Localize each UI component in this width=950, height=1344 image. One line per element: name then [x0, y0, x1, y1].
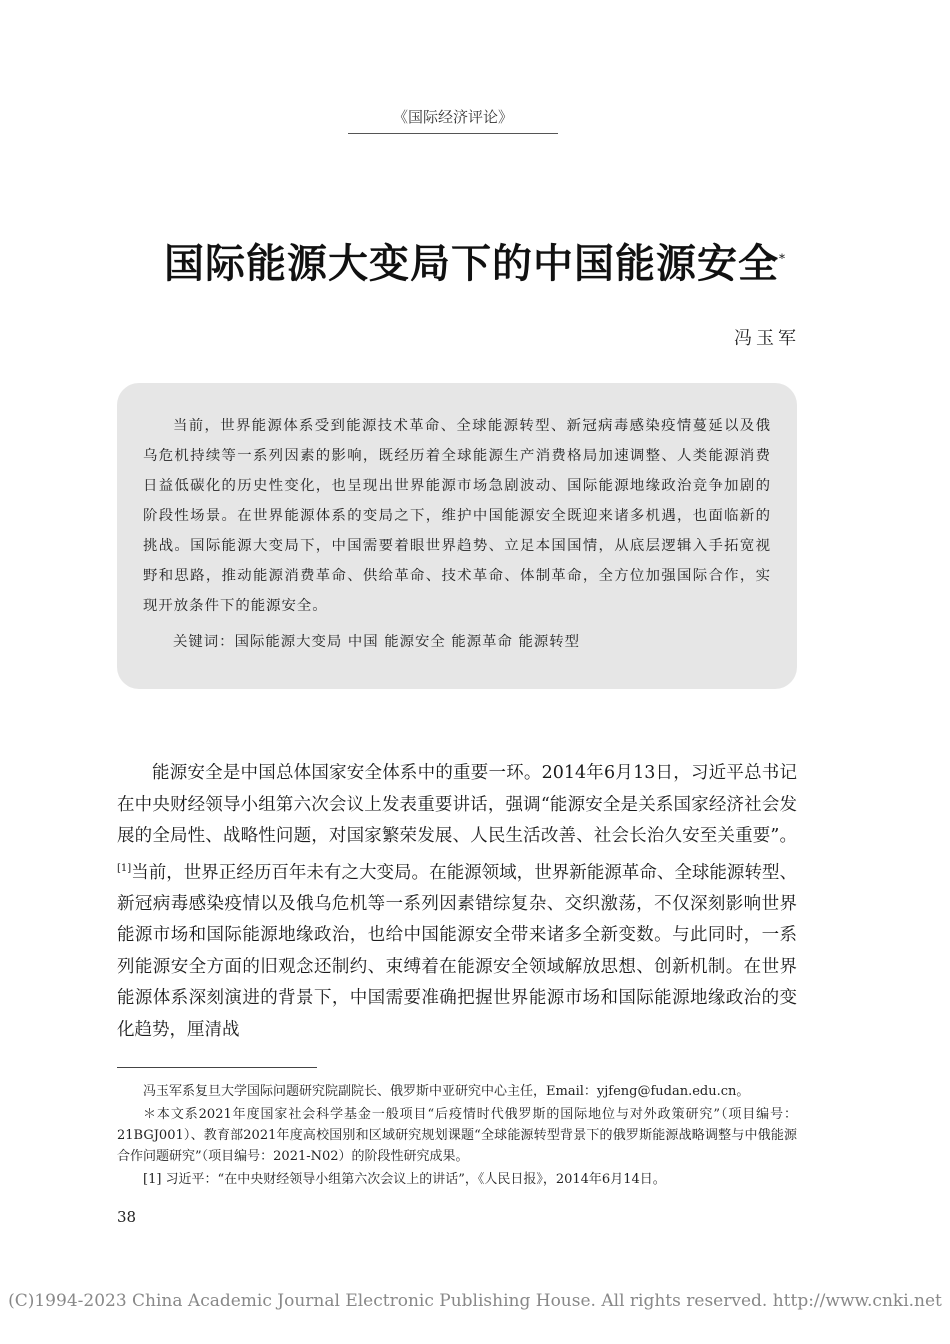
article-title-text: 国际能源大变局下的中国能源安全 — [164, 240, 779, 287]
page-number: 38 — [117, 1208, 137, 1226]
abstract-box — [117, 383, 797, 689]
keywords: 关键词：国际能源大变局 中国 能源安全 能源革命 能源转型 — [173, 634, 581, 650]
body-paragraph — [117, 758, 797, 1046]
body-text-part2: 当前，世界正经历百年未有之大变局。在能源领域，世界新能源革命、全球能源转型、新冠病毒感染疫情以及俄乌危机等一系列因素错综复杂、交织激荡，不仅深刻影响世界能源市场和国际能源地缘政治，也给中国能源安全带来诸多全新变数。与此同时，一系列能源安全方面的旧观念还制约、束缚着在能源安全领域解放思想、创新机制。在世界能源体系深刻演进的背景下，中国需要准确把握世界能源市场和国际能源地缘政治的变化趋势，厘清战 — [117, 862, 797, 1040]
copyright-line: (C)1994-2023 China Academic Journal Electronic Publishing House. All rights reserved. http://www.cnki.net — [8, 1291, 942, 1311]
body-text-part1: 能源安全是中国总体国家安全体系中的重要一环。2014年6月13日，习近平总书记在中央财经领导小组第六次会议上发表重要讲话，强调“能源安全是关系国家经济社会发展的全局性、战略性问题，对国家繁荣发展、人民生活改善、社会长治久安至关重要”。 — [117, 763, 797, 846]
footnotes — [117, 1081, 797, 1192]
footnote-divider — [117, 1067, 317, 1068]
footnote-ref-1: [1] 习近平：“在中央财经领导小组第六次会议上的讲话”，《人民日报》，2014年6月14日。 — [143, 1172, 666, 1187]
footnote-funding: ＊本文系2021年度国家社会科学基金一般项目“后疫情时代俄罗斯的国际地位与对外政策研究”（项目编号：21BGJ001）、教育部2021年度高校国别和区域研究规划课题“全球能源转型背景下的俄罗斯能源战略调整与中俄能源合作问题研究”（项目编号：2021-N02）的阶段性研究成果。 — [117, 1107, 797, 1164]
article-title — [0, 232, 950, 289]
author-name: 冯玉军 — [734, 328, 800, 349]
footnote-author: 冯玉军系复旦大学国际问题研究院副院长、俄罗斯中亚研究中心主任，Email：yjfeng@fudan.edu.cn。 — [143, 1084, 750, 1099]
journal-header: 《国际经济评论》 — [348, 106, 558, 134]
title-footnote-mark: * — [779, 251, 786, 266]
citation-ref: [1] — [117, 862, 132, 874]
abstract-text: 当前，世界能源体系受到能源技术革命、全球能源转型、新冠病毒感染疫情蔓延以及俄乌危机持续等一系列因素的影响，既经历着全球能源生产消费格局加速调整、人类能源消费日益低碳化的历史性变化，也呈现出世界能源市场急剧波动、国际能源地缘政治竞争加剧的阶段性场景。在世界能源体系的变局之下，维护中国能源安全既迎来诸多机遇，也面临新的挑战。国际能源大变局下，中国需要着眼世界趋势、立足本国国情，从底层逻辑入手拓宽视野和思路，推动能源消费革命、供给革命、技术革命、体制革命，全方位加强国际合作，实现开放条件下的能源安全。 — [143, 418, 771, 614]
